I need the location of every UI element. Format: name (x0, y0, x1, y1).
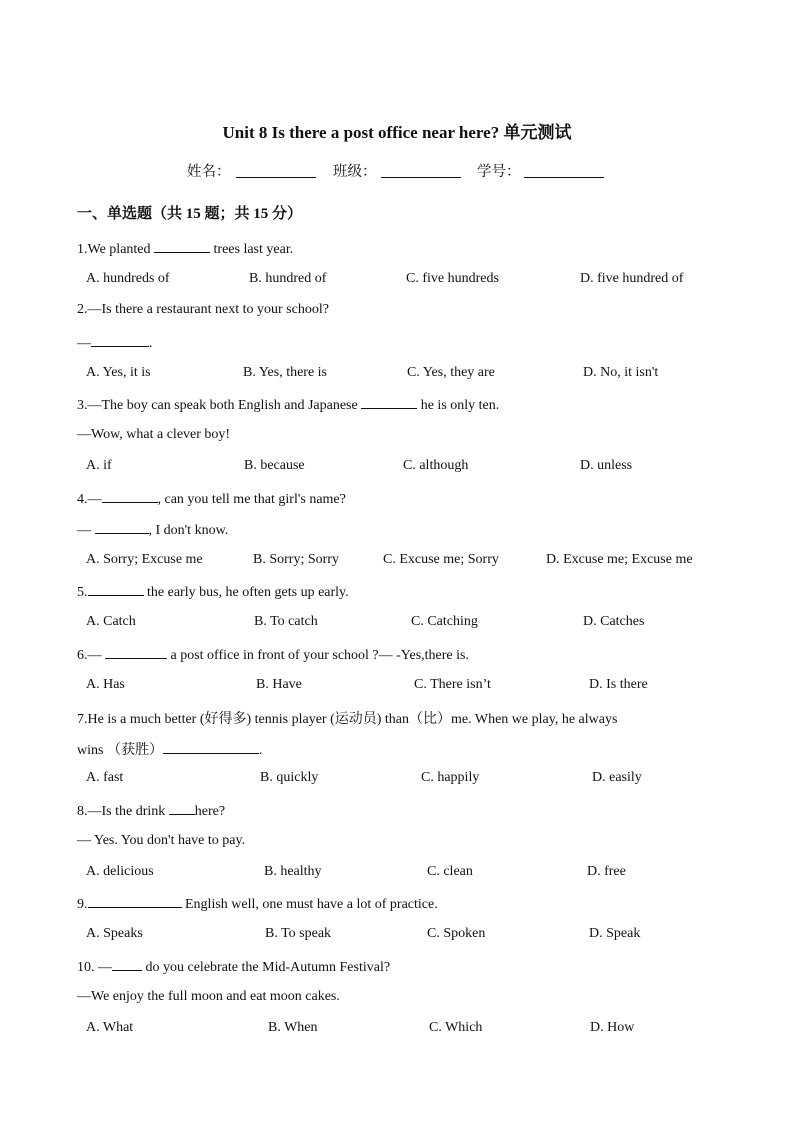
question-6 (77, 646, 469, 664)
option-a[interactable]: A. if (86, 458, 112, 473)
option-c[interactable]: C. happily (421, 770, 480, 785)
question-2: 2.—Is there a restaurant next to your school? (77, 302, 329, 317)
option-c[interactable]: C. Which (429, 1020, 483, 1035)
answer-blank (361, 396, 417, 409)
question-text: wins （获胜） (77, 743, 163, 758)
question-text: 6.— (77, 648, 105, 663)
answer-blank (105, 646, 167, 659)
option-b[interactable]: B. Have (256, 677, 302, 692)
id-label: 学号： (477, 164, 521, 180)
question-text: here? (194, 804, 226, 819)
option-b[interactable]: B. hundred of (249, 271, 327, 286)
question-text: do you celebrate the Mid-Autumn Festival? (142, 960, 391, 975)
option-b[interactable]: B. When (268, 1020, 318, 1035)
option-c[interactable]: C. There isn’t (414, 677, 491, 692)
option-a[interactable]: A. Yes, it is (86, 365, 151, 380)
option-d[interactable]: D. easily (592, 770, 642, 785)
name-blank[interactable] (236, 177, 316, 178)
option-b[interactable]: B. Sorry; Sorry (253, 552, 339, 567)
question-text: a post office in front of your school ?— -Yes,there is. (167, 648, 469, 663)
question-9 (77, 895, 438, 913)
question-text: — (77, 523, 95, 538)
question-text: 4.— (77, 492, 102, 507)
question-3-response: —Wow, what a clever boy! (77, 427, 231, 442)
option-a[interactable]: A. fast (86, 770, 124, 785)
question-7-cont (77, 739, 262, 759)
option-b[interactable]: B. because (244, 458, 305, 473)
option-a[interactable]: A. Has (86, 677, 125, 692)
question-8 (77, 802, 225, 820)
question-text: — (77, 336, 91, 351)
option-d[interactable]: D. No, it isn't (583, 365, 659, 380)
option-d[interactable]: D. five hundred of (580, 271, 684, 286)
option-b[interactable]: B. To catch (254, 614, 318, 629)
answer-blank (102, 490, 158, 503)
question-text: 5. (77, 585, 88, 600)
question-text: . (149, 336, 153, 351)
question-text: 8.—Is the drink (77, 804, 169, 819)
question-text: trees last year. (210, 242, 294, 257)
option-a[interactable]: A. hundreds of (86, 271, 170, 286)
option-d[interactable]: D. free (587, 864, 626, 879)
question-10 (77, 958, 390, 976)
question-5 (77, 583, 349, 601)
question-text: , can you tell me that girl's name? (157, 492, 346, 507)
answer-blank (154, 240, 210, 253)
question-text: English well, one must have a lot of practice. (181, 897, 438, 912)
option-b[interactable]: B. Yes, there is (243, 365, 328, 380)
option-c[interactable]: C. Excuse me; Sorry (383, 552, 499, 567)
answer-blank (88, 583, 144, 596)
class-blank[interactable] (381, 177, 461, 178)
question-2-response (77, 334, 153, 352)
question-text: he is only ten. (417, 398, 500, 413)
option-a[interactable]: A. Catch (86, 614, 136, 629)
page-title: Unit 8 Is there a post office near here? 单元测试 (222, 123, 572, 142)
option-c[interactable]: C. Catching (411, 614, 478, 629)
option-c[interactable]: C. although (403, 458, 469, 473)
question-4 (77, 490, 346, 508)
question-text: , I don't know. (148, 523, 229, 538)
question-text: the early bus, he often gets up early. (143, 585, 349, 600)
question-7: 7.He is a much better (好得多) tennis player (运动员) than（比）me. When we play, he always (77, 712, 618, 727)
answer-blank (112, 958, 142, 971)
question-text: 3.—The boy can speak both English and Japanese (77, 398, 362, 413)
question-1 (77, 240, 293, 258)
option-a[interactable]: A. What (86, 1020, 134, 1035)
question-text: . (258, 743, 263, 758)
answer-blank (88, 895, 182, 908)
question-text: 1.We planted (77, 242, 155, 257)
option-a[interactable]: A. Sorry; Excuse me (86, 552, 203, 567)
option-d[interactable]: D. unless (580, 458, 633, 473)
name-label: 姓名： (187, 164, 231, 180)
option-d[interactable]: D. Is there (589, 677, 648, 692)
option-a[interactable]: A. delicious (86, 864, 154, 879)
answer-blank (163, 741, 259, 754)
option-d[interactable]: D. Catches (583, 614, 645, 629)
option-c[interactable]: C. clean (427, 864, 473, 879)
answer-blank (169, 802, 195, 815)
option-c[interactable]: C. five hundreds (406, 271, 499, 286)
question-4-response (77, 521, 228, 539)
id-blank[interactable] (524, 177, 604, 178)
option-c[interactable]: C. Yes, they are (407, 365, 495, 380)
question-8-response: — Yes. You don't have to pay. (77, 833, 246, 848)
option-b[interactable]: B. healthy (264, 864, 322, 879)
class-label: 班级： (333, 164, 377, 180)
option-a[interactable]: A. Speaks (86, 926, 143, 941)
question-text: 10. — (77, 960, 112, 975)
option-b[interactable]: B. quickly (260, 770, 319, 785)
option-d[interactable]: D. How (590, 1020, 635, 1035)
option-d[interactable]: D. Excuse me; Excuse me (546, 552, 693, 567)
option-b[interactable]: B. To speak (265, 926, 332, 941)
answer-blank (91, 334, 149, 347)
question-10-response: —We enjoy the full moon and eat moon cakes. (77, 989, 340, 1004)
option-d[interactable]: D. Speak (589, 926, 641, 941)
option-c[interactable]: C. Spoken (427, 926, 486, 941)
question-text: 9. (77, 897, 88, 912)
question-3 (77, 396, 499, 414)
section-heading: 一、单选题（共 15 题；共 15 分） (77, 206, 303, 222)
answer-blank (95, 521, 149, 534)
